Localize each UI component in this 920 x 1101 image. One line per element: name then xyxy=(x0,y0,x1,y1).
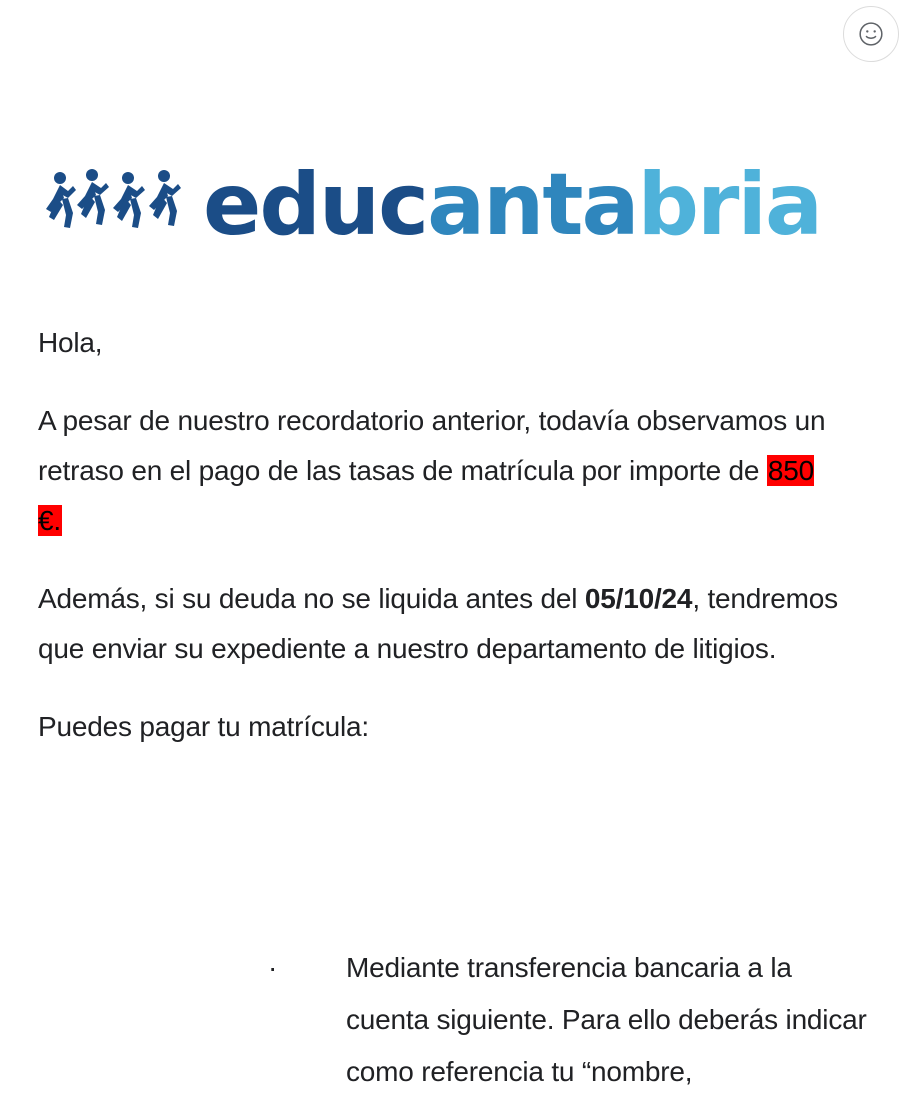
deadline-date: 05/10/24 xyxy=(584,583,693,614)
bullet-marker-icon: · xyxy=(268,952,278,983)
email-body xyxy=(38,318,838,778)
greeting-paragraph xyxy=(38,318,838,368)
running-children-icon xyxy=(40,165,195,245)
paragraph-2-text-after: , tendremos que enviar su expediente a nuestro departamento de litigios. xyxy=(38,583,838,664)
logo-word-part-2: anta xyxy=(427,155,638,255)
logo-word-part-1: educ xyxy=(203,155,428,255)
list-item xyxy=(268,942,868,1098)
reaction-button[interactable] xyxy=(843,6,899,62)
amount-highlight: 850 €. xyxy=(38,455,814,536)
paragraph-1-text: A pesar de nuestro recordatorio anterior, todavía observamos un retraso en el pago de las tasas de matrícula por importe de xyxy=(38,405,826,486)
smiley-face-icon xyxy=(858,21,884,47)
paragraph-2-text-before: Además, si su deuda no se liquida antes del xyxy=(38,583,585,614)
paragraph-3-text: Puedes pagar tu matrícula: xyxy=(38,711,369,742)
educantabria-logo xyxy=(40,150,890,260)
paragraph-deadline xyxy=(38,574,838,674)
logo-word-part-3: bria xyxy=(637,155,821,255)
educantabria-wordmark xyxy=(203,155,821,255)
payment-options-list xyxy=(268,942,868,1098)
paragraph-overdue-amount xyxy=(38,396,838,546)
bullet-item-text: Mediante transferencia bancaria a la cuenta siguiente. Para ello deberás indicar como referencia tu “nombre, xyxy=(346,952,867,1087)
greeting-text: Hola, xyxy=(38,327,103,358)
paragraph-payment-intro xyxy=(38,702,838,752)
